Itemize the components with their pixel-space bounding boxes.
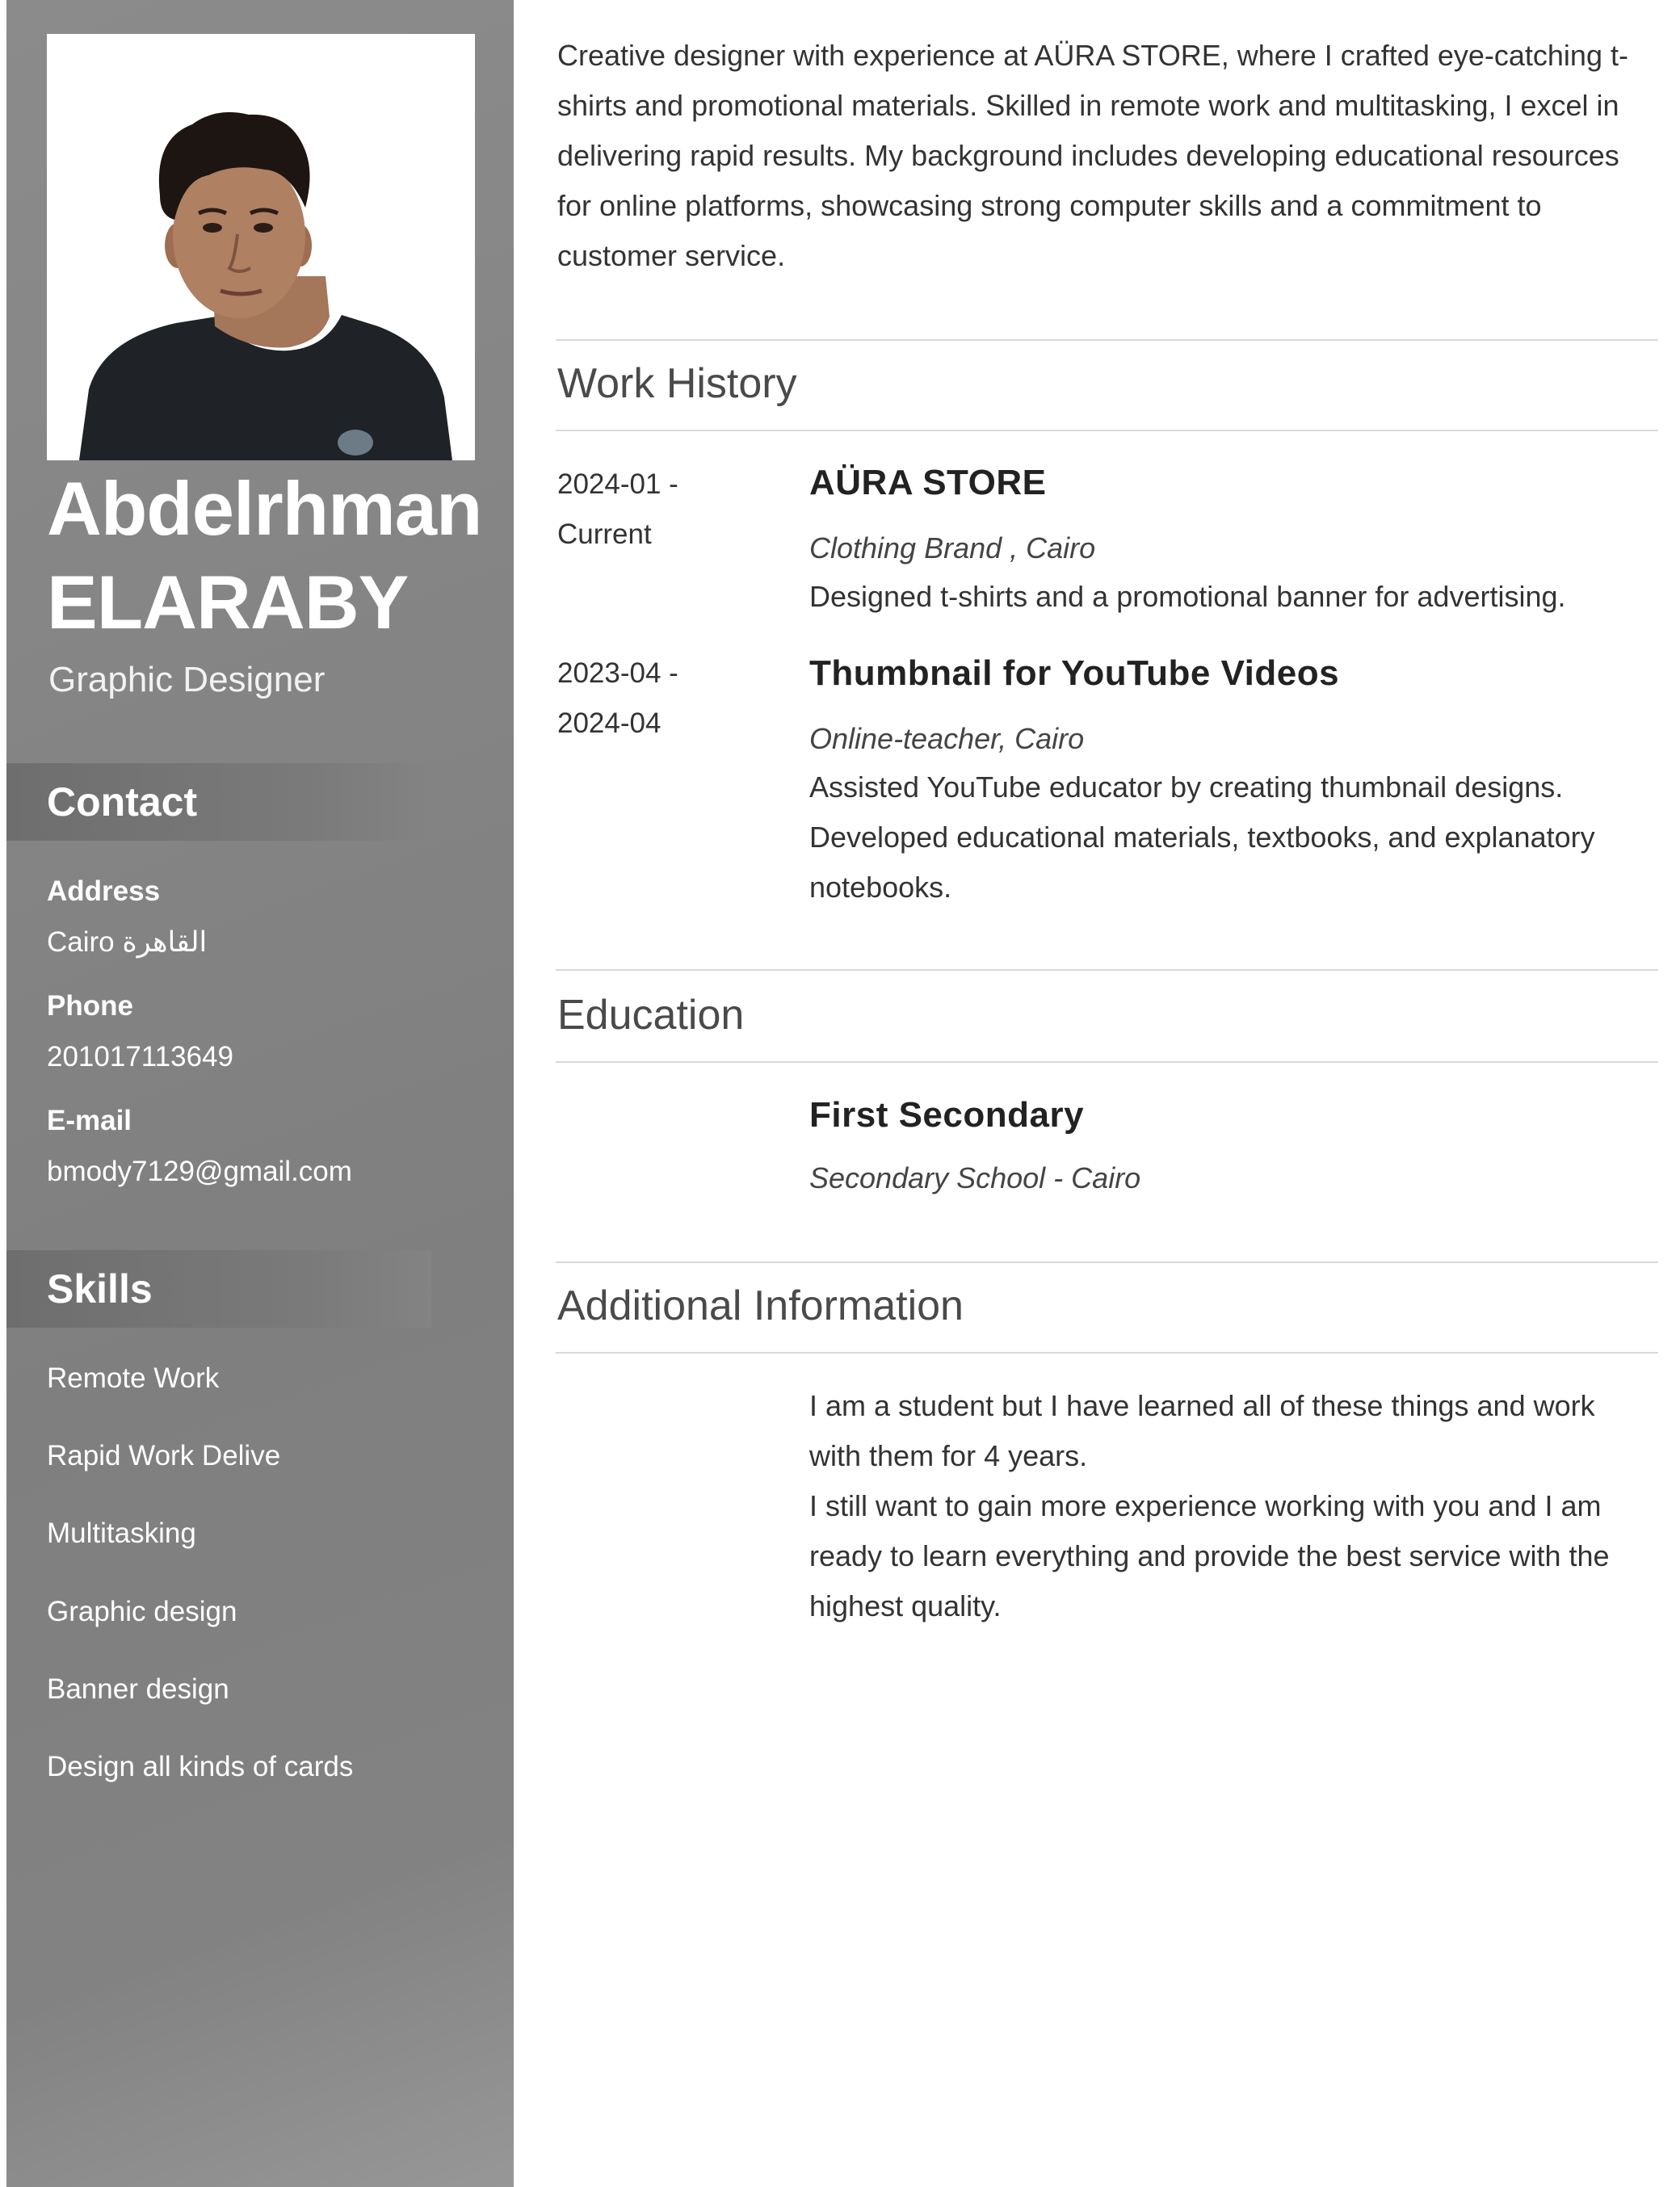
education-subtitle: Secondary School - Cairo xyxy=(809,1161,1141,1194)
work-title: Thumbnail for YouTube Videos xyxy=(809,653,1340,693)
work-date-end: Current xyxy=(557,518,652,550)
professional-summary: Creative designer with experience at AÜRA STORE, where I crafted eye-catching t-shirts and promotional materials. Skilled in remote work and multitasking, I excel in delivering rapid results. My background includes developing educational resources for online platforms, showcasing strong computer skills and a commitment to customer service. xyxy=(557,39,1628,272)
additional-info-text xyxy=(809,1381,1625,1631)
phone-label: Phone xyxy=(47,990,133,1022)
skill-item: Remote Work xyxy=(47,1362,220,1394)
skill-item: Graphic design xyxy=(47,1596,237,1627)
work-title: AÜRA STORE xyxy=(809,463,1047,502)
work-description xyxy=(809,762,1649,913)
work-description-line: Designed t-shirts and a promotional banner for advertising. xyxy=(809,580,1566,613)
skill-item: Design all kinds of cards xyxy=(47,1751,354,1782)
address-value: Cairo القاهرة xyxy=(47,926,208,958)
skill-item: Banner design xyxy=(47,1673,229,1705)
additional-info-paragraph: I still want to gain more experience working with you and I am ready to learn everything and provide the best service with the highest quality. xyxy=(809,1489,1610,1622)
divider xyxy=(556,1352,1658,1354)
work-date-start: 2023-04 - xyxy=(557,657,678,689)
work-date-range xyxy=(557,460,759,560)
skills-heading: Skills xyxy=(6,1250,431,1328)
additional-info-paragraph: I am a student but I have learned all of these things and work with them for 4 years. xyxy=(809,1389,1595,1472)
first-name: Abdelrhman xyxy=(47,466,482,551)
phone-value: 201017113649 xyxy=(47,1041,233,1073)
address-label: Address xyxy=(47,875,161,907)
work-date-end: 2024-04 xyxy=(557,707,662,739)
last-name: ELARABY xyxy=(47,560,409,644)
divider xyxy=(556,1061,1658,1063)
contact-heading: Contact xyxy=(6,763,431,841)
additional-info-heading: Additional Information xyxy=(557,1282,964,1329)
divider xyxy=(556,969,1658,971)
skill-item: Rapid Work Delive xyxy=(47,1440,281,1471)
work-subtitle: Online-teacher, Cairo xyxy=(809,722,1085,755)
email-value: bmody7129@gmail.com xyxy=(47,1156,352,1187)
email-label: E-mail xyxy=(47,1105,132,1136)
work-description xyxy=(809,572,1649,622)
work-description-line: Assisted YouTube educator by creating thumbnail designs. xyxy=(809,770,1564,804)
job-title: Graphic Designer xyxy=(48,660,326,699)
education-title: First Secondary xyxy=(809,1095,1085,1135)
sidebar xyxy=(6,0,514,2187)
work-date-start: 2024-01 - xyxy=(557,468,678,500)
work-description-line: Developed educational materials, textbooks, and explanatory notebooks. xyxy=(809,821,1595,904)
work-date-range xyxy=(557,649,759,749)
education-heading: Education xyxy=(557,992,745,1039)
divider xyxy=(556,430,1658,431)
work-subtitle: Clothing Brand , Cairo xyxy=(809,531,1096,565)
divider xyxy=(556,339,1658,341)
profile-photo-illustration xyxy=(47,34,475,460)
skill-item: Multitasking xyxy=(47,1517,196,1549)
profile-photo xyxy=(47,34,475,460)
divider xyxy=(556,1261,1658,1263)
candidate-name xyxy=(47,462,507,649)
work-history-heading: Work History xyxy=(557,360,797,407)
